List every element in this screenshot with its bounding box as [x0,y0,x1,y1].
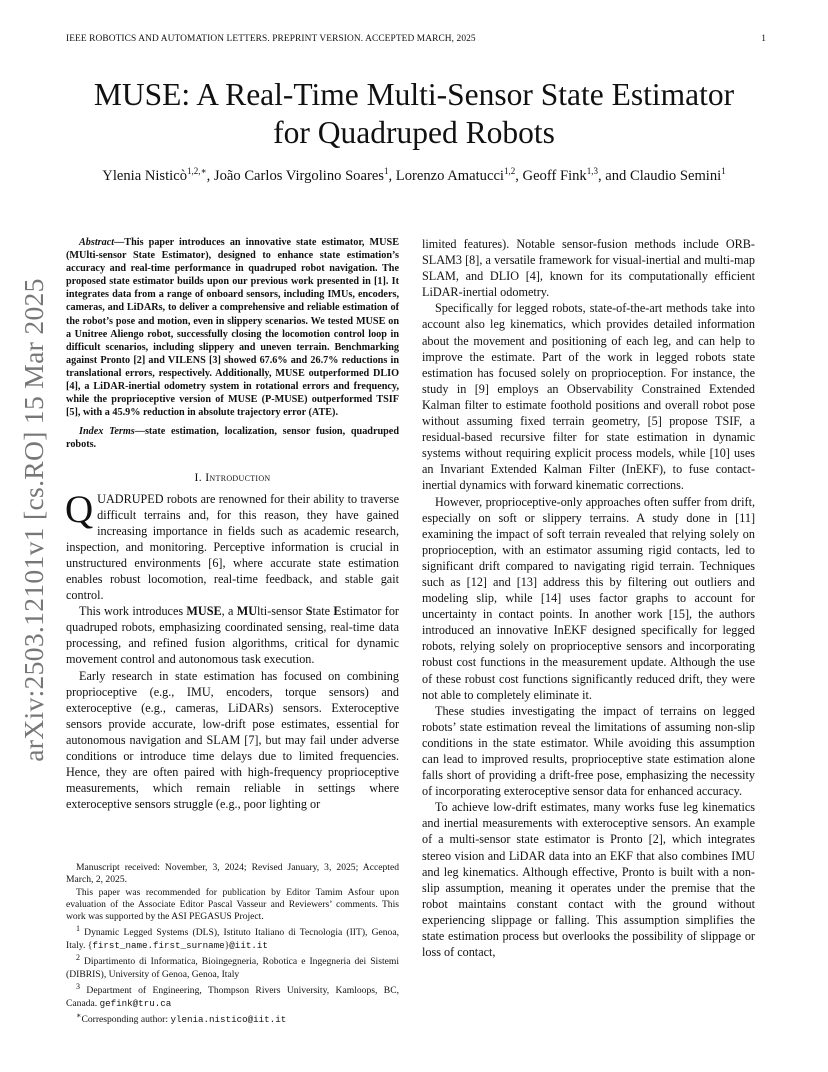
title-line-1: MUSE: A Real-Time Multi-Sensor State Estimator [93,77,735,112]
arxiv-stamp-text: arXiv:2503.12101v1 [cs.RO] 15 Mar 2025 [18,278,49,762]
acronym-e: E [333,604,342,619]
intro-paragraph-1 [65,487,399,604]
title-line-2: for Quadruped Robots [273,115,555,150]
page-number: 1 [761,34,766,44]
footnote-editor: This paper was recommended for publication by Editor Tamim Asfour upon evaluation of the Associate Editor Pascal Vasseur and Reviewers’ comments. This work was supported by the ASI PEGASUS Project. [66,886,399,923]
right-column [422,236,755,960]
intro-p2-post: stimator for quadruped robots, emphasizing coordinated sensing, real-time data processing, and refined fusion algorithms, critical for dynamic movement control and autonomous task execution. [66,604,399,667]
author-affiliation: 1,2,∗ [187,166,207,176]
author-name: Claudio Semini [630,167,722,184]
author-name: Ylenia Nisticò [102,167,187,184]
right-paragraph-3: However, proprioceptive-only approaches often suffer from drift, especially on soft or slippery terrains. A study done in [11] examining the impact of soft terrain revealed that relying solely on proprioception, with an estimator assuming rigid contacts, led to significant drift compared to navigating rigid terrain. Techniques such as [12] and [13] address this by filtering out outliers and modeling slip, while [14] uses factor graphs to account for uncertainty in contact points. In another work [15], the authors introduced an innovative InEKF designed specifically for legged robots, relying solely on proprioceptive sensors and incorporating robust cost functions in the measurement update. Although the use of these robust cost functions significantly reduced drift, they were not able to completely eliminate it. [422,494,755,702]
footnote-mark: ∗ [76,1010,82,1020]
abstract [66,236,399,419]
intro-p2-mid: lti-sensor [257,604,306,619]
right-paragraph-5: To achieve low-drift estimates, many works fuse leg kinematics and inertial measurements with exteroceptive sensors. An example of a multi-sensor state estimator is Pronto [2], which integrates stereo vision and LiDAR data into an EKF that also combines IMU and leg kinematics. Although effective, Pronto is built with a non-slip assumption, meaning it operates under the premise that the robot maintains constant contact with the ground without experiencing slippage or falling. This assumption simplifies the state estimation process but overlooks the possibility of slippage or loss of contact, [422,800,755,960]
abstract-text: —This paper introduces an innovative state estimator, MUSE (MUlti-sensor State Estimator), designed to enhance state estimation’s accuracy and real-time performance in quadruped robot navigation. The proposed state estimator builds upon our previous work presented in [1]. It integrates data from a range of onboard sensors, including IMUs, encoders, cameras, and LiDARs, to deliver a comprehensive and reliable estimation of the robot’s pose and motion, even in slippery scenarios. We tested MUSE on a Unitree Aliengo robot, successfully closing the locomotion control loop in difficult scenarios, including slippery and uneven terrain. Benchmarking against Pronto [2] and VILENS [3] showed 67.6% and 26.7% reductions in translational errors, respectively. Additionally, MUSE outperformed DLIO [4], a LiDAR-inertial odometry system in rotational errors and frequency, while the proprioceptive version of MUSE (P-MUSE) outperformed TSIF [5], with a 45.9% reduction in absolute trajectory error (ATE). [66,237,399,419]
footnote-mark: 1 [76,924,80,934]
footnote-received: Manuscript received: November, 3, 2024; Revised January, 3, 2025; Accepted March, 2, 2025. [66,862,399,886]
author-name: João Carlos Virgolino Soares [213,167,384,184]
right-paragraph-1: limited features). Notable sensor-fusion methods include ORB-SLAM3 [8], a versatile framework for visual-inertial and multi-map SLAM, and DLIO [4], known for its computationally efficient LiDAR-inertial odometry. [422,237,755,300]
right-paragraph-4: These studies investigating the impact of terrains on legged robots’ state estimation reveal the limitations of assuming non-slip conditions in the state estimator. While avoiding this assumption can lead to improved results, proprioceptive state estimation alone falls short of providing a drift-free pose, emphasizing the necessity of incorporating exteroceptive sensor data for enhanced accuracy. [422,703,755,799]
corresponding-label: Corresponding author: [81,1014,171,1026]
acronym-mu: MU [236,604,258,619]
intro-paragraph-2 [66,603,399,667]
index-terms-label: Index Terms [79,426,135,438]
affiliation-text: Dipartimento di Informatica, Bioingegneria, Robotica e Ingegneria dei Sistemi (DIBRIS), University of Genoa, Genoa, Italy [66,956,399,980]
author-list: Ylenia Nisticò$^{1,2,∗}$, João Carlos Virgolino Soares$^1$, Lorenzo Amatucci$^{1,2}$, Geoff Fink$^{1,3}$, and Claudio Semini$^1$ [102,166,726,184]
paper-title [60,76,768,152]
footnote-affiliation-2 [66,952,399,981]
section-number: I. [194,469,202,484]
author-affiliation: 1,2 [503,166,516,176]
footnotes [66,862,399,1026]
email-link[interactable]: gefink@tru.ca [99,997,172,1009]
email-domain: @iit.it [229,939,268,951]
affiliation-text: Department of Engineering, Thompson Rivers University, Kamloops, BC, Canada. [66,985,399,1009]
footnote-mark: 3 [76,982,80,992]
section-title: Introduction [205,469,271,484]
email-pattern: first_name.first_surname [92,939,225,951]
affiliation-text: Dynamic Legged Systems (DLS), Istituto Italiano di Tecnologia (IIT), Genoa, Italy. { [66,927,399,951]
brace: } [224,939,230,951]
drop-cap: Q [65,487,94,531]
acronym-s: S [305,604,313,619]
index-terms [66,425,399,451]
author-affiliation: 1 [383,166,389,176]
right-paragraph-2: Specifically for legged robots, state-of-the-art methods take into account also leg kinematics, which provides detailed information about the movement and positioning of each leg, and can help to improve the estimate. Part of the work in legged robots state estimation has focused solely on proprioception. For instance, the study in [9] employs an Observability Constrained Extended Kalman filter to estimate foothold positions and overall robot pose without assuming fixed terrain geometry, [5] propose TSIF, a residual-based recursive filter for state estimation in dynamic systems without requiring explicit process models, while [10] uses an Invariant Extended Kalman Filter (InEKF), to fuse contact-inertial dynamics with forward kinematic corrections. [422,301,755,493]
footnote-mark: 2 [76,953,80,963]
running-header [66,34,766,48]
intro-p2-pre: This work introduces [79,604,187,619]
footnote-affiliation-1 [66,923,399,952]
author-name: Lorenzo Amatucci [395,167,504,184]
footnote-corresponding [66,1010,399,1026]
email-link[interactable]: ylenia.nistico@iit.it [170,1014,287,1026]
muse-bold: MUSE [186,604,222,619]
intro-p2-mid: , a [221,604,237,619]
intro-p2-mid: tate [312,604,334,619]
author-affiliation: 1 [721,166,726,176]
left-column [66,236,399,812]
abstract-label: Abstract [79,237,115,248]
arxiv-stamp [14,280,54,760]
intro-p1-text: UADRUPED robots are renowned for their ability to traverse difficult terrains and, for this reason, they have gained increasing importance in fields such as academic research, inspection, and monitoring. Perceptive information is crucial in unstructured environments [6], where accurate state estimation enables robust locomotion, real-time feedback, and stable gait control. [66,491,399,603]
section-heading [66,470,399,485]
journal-header: IEEE ROBOTICS AND AUTOMATION LETTERS. PREPRINT VERSION. ACCEPTED MARCH, 2025 [66,34,476,44]
author-name: Geoff Fink [522,167,587,184]
footnote-affiliation-3 [66,981,399,1010]
intro-paragraph-3: Early research in state estimation has focused on combining proprioceptive (e.g., IMU, encoders, torque sensors) and exteroceptive (e.g., cameras, LiDARs) sensors. Exteroceptive sensors provide accurate, low-drift pose estimates, essential for autonomous navigation and SLAM [7], but may fail under adverse conditions or introduce time delays due to limited frequencies. Hence, they are often paired with high-frequency proprioceptive measurements, which remain reliable in settings where exteroceptive sensors struggle (e.g., poor lighting or [66,668,399,812]
author-affiliation: 1,3 [586,166,598,176]
index-terms-text: —state estimation, localization, sensor fusion, quadruped robots. [66,426,399,451]
